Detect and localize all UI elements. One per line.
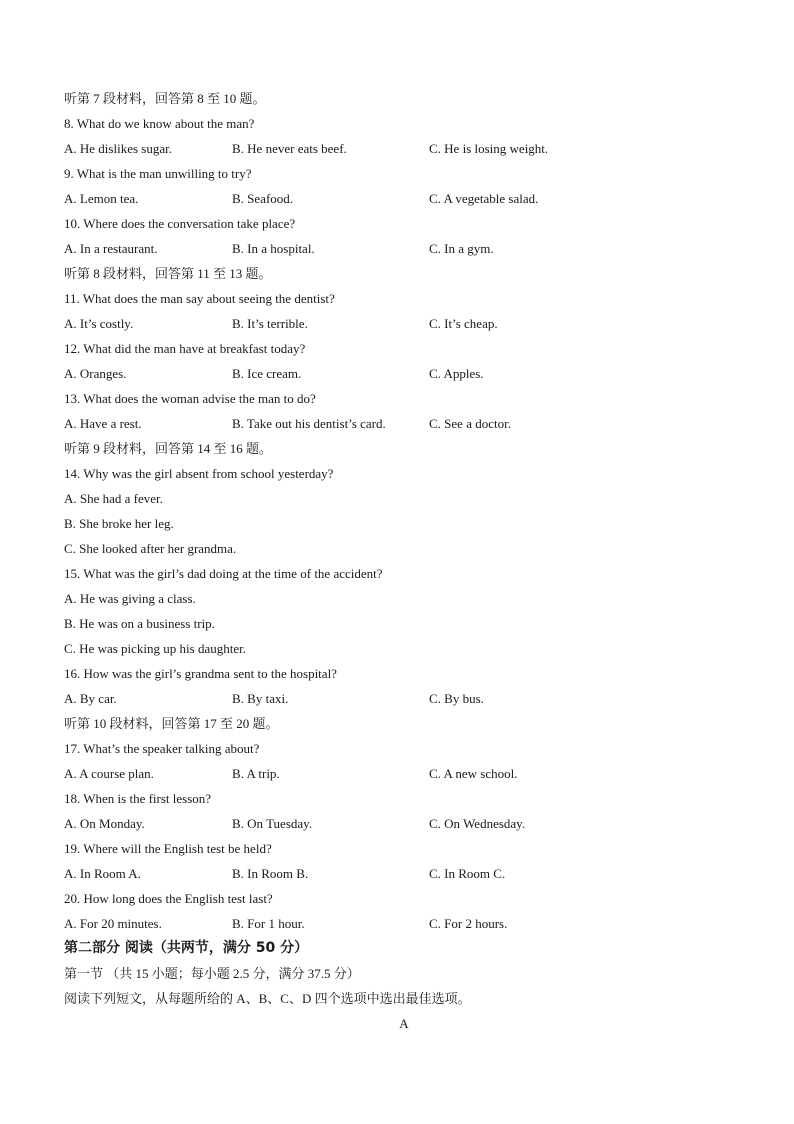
question-8: 8. What do we know about the man? [64,116,255,131]
question-19: 19. Where will the English test be held? [64,841,272,856]
option-b: B. In a hospital. [232,241,315,256]
option-c: C. See a doctor. [429,416,511,431]
option-a: A. By car. [64,691,117,706]
option-line-b: B. He was on a business trip. [64,616,215,631]
option-a: A. In a restaurant. [64,241,158,256]
options-row [64,861,744,886]
option-line-c: C. She looked after her grandma. [64,541,237,556]
instruction-line: 听第 10 段材料，回答第 17 至 20 题。 [64,716,279,731]
question-17: 17. What’s the speaker talking about? [64,741,260,756]
question-18: 18. When is the first lesson? [64,791,212,806]
option-b: B. For 1 hour. [232,916,305,931]
option-line-a: A. She had a fever. [64,491,163,506]
option-c: C. Apples. [429,366,484,381]
section-heading: 第二部分 阅读（共两节，满分 50 分） [64,940,309,956]
options-row [64,911,744,936]
option-b: B. Seafood. [232,191,294,206]
option-a: A. In Room A. [64,866,141,881]
options-row [64,686,744,711]
option-a: A. He dislikes sugar. [64,141,172,156]
instruction-line: 听第 8 段材料，回答第 11 至 13 题。 [64,266,272,281]
question-9: 9. What is the man unwilling to try? [64,166,252,181]
option-line-c: C. He was picking up his daughter. [64,641,246,656]
question-13: 13. What does the woman advise the man to do? [64,391,316,406]
option-c: C. In Room C. [429,866,506,881]
option-c: C. He is losing weight. [429,141,549,156]
instruction-line: 阅读下列短文，从每题所给的 A、B、C、D 四个选项中选出最佳选项。 [64,991,471,1006]
options-row [64,811,744,836]
option-a: A. For 20 minutes. [64,916,162,931]
option-b: B. In Room B. [232,866,309,881]
option-a: A. It’s costly. [64,316,134,331]
option-a: A. Have a rest. [64,416,142,431]
instruction-line: 第一节 （共 15 小题；每小题 2.5 分，满分 37.5 分） [64,966,360,981]
option-c: C. On Wednesday. [429,816,526,831]
option-c: C. A new school. [429,766,518,781]
question-10: 10. Where does the conversation take place? [64,216,296,231]
options-row [64,136,744,161]
question-20: 20. How long does the English test last? [64,891,273,906]
instruction-line: 听第 9 段材料，回答第 14 至 16 题。 [64,441,273,456]
options-row [64,186,744,211]
question-11: 11. What does the man say about seeing the dentist? [64,291,335,306]
options-row [64,311,744,336]
option-c: C. It’s cheap. [429,316,498,331]
option-c: C. For 2 hours. [429,916,508,931]
option-line-b: B. She broke her leg. [64,516,174,531]
option-c: C. By bus. [429,691,484,706]
option-b: B. Ice cream. [232,366,302,381]
option-line-a: A. He was giving a class. [64,591,196,606]
option-b: B. A trip. [232,766,280,781]
option-a: A. Oranges. [64,366,127,381]
option-c: C. In a gym. [429,241,494,256]
question-15: 15. What was the girl’s dad doing at the time of the accident? [64,566,383,581]
question-12: 12. What did the man have at breakfast today? [64,341,306,356]
option-a: A. Lemon tea. [64,191,139,206]
option-a: A. On Monday. [64,816,145,831]
option-b: B. It’s terrible. [232,316,308,331]
option-b: B. On Tuesday. [232,816,313,831]
instruction-line: 听第 7 段材料，回答第 8 至 10 题。 [64,91,266,106]
options-row [64,411,744,436]
question-16: 16. How was the girl’s grandma sent to the hospital? [64,666,337,681]
options-row [64,361,744,386]
options-row [64,236,744,261]
exam-page [64,86,744,1036]
option-b: B. He never eats beef. [232,141,347,156]
option-a: A. A course plan. [64,766,154,781]
option-c: C. A vegetable salad. [429,191,539,206]
option-b: B. By taxi. [232,691,289,706]
question-14: 14. Why was the girl absent from school yesterday? [64,466,334,481]
options-row [64,761,744,786]
passage-label: A [399,1016,409,1031]
option-b: B. Take out his dentist’s card. [232,416,386,431]
